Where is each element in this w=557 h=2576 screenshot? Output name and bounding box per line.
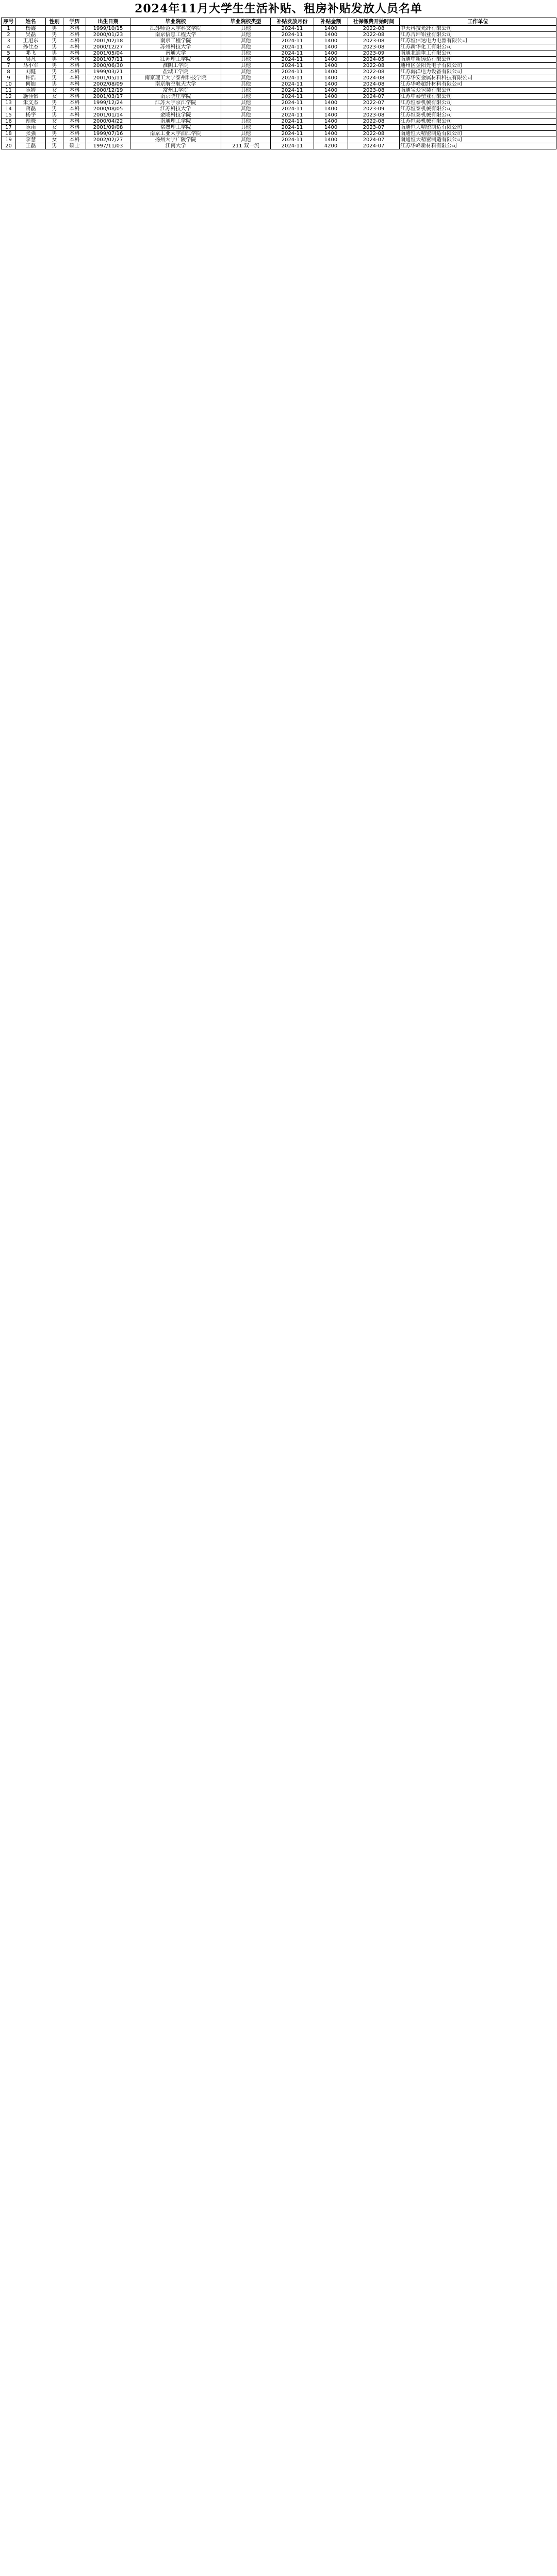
cell-employer: 江苏恒泰机械有限公司 xyxy=(400,100,556,106)
cell-employer: 江苏恒泰机械有限公司 xyxy=(400,119,556,125)
cell-gender: 男 xyxy=(46,57,63,63)
cell-school-type: 其他 xyxy=(221,26,271,32)
cell-seq: 10 xyxy=(2,81,16,88)
cell-degree: 本科 xyxy=(63,44,86,50)
cell-subsidy-month: 2024-11 xyxy=(271,38,314,44)
cell-subsidy-month: 2024-11 xyxy=(271,26,314,32)
cell-school-type: 其他 xyxy=(221,94,271,100)
cell-employer: 江苏华安金属材料科技有限公司 xyxy=(400,75,556,81)
cell-school-type: 其他 xyxy=(221,106,271,112)
table-row xyxy=(2,106,556,112)
cell-amount: 1400 xyxy=(314,106,348,112)
cell-degree: 本科 xyxy=(63,94,86,100)
cell-gender: 女 xyxy=(46,94,63,100)
cell-subsidy-month: 2024-11 xyxy=(271,63,314,69)
cell-birth: 1999/10/15 xyxy=(86,26,130,32)
cell-degree: 本科 xyxy=(63,106,86,112)
cell-school: 江苏科技大学 xyxy=(130,106,221,112)
cell-name: 陈婷 xyxy=(16,88,46,94)
cell-school: 盐城工学院 xyxy=(130,69,221,75)
cell-name: 陈雨 xyxy=(16,125,46,131)
cell-name: 朱文杰 xyxy=(16,100,46,106)
cell-gender: 男 xyxy=(46,81,63,88)
cell-birth: 2001/07/11 xyxy=(86,57,130,63)
table-row xyxy=(2,143,556,149)
table-row xyxy=(2,50,556,57)
table-row xyxy=(2,32,556,38)
cell-insurance-start: 2024-08 xyxy=(348,81,400,88)
cell-gender: 男 xyxy=(46,75,63,81)
cell-subsidy-month: 2024-11 xyxy=(271,131,314,137)
cell-insurance-start: 2022-07 xyxy=(348,100,400,106)
cell-school: 苏州科技大学 xyxy=(130,44,221,50)
cell-amount: 1400 xyxy=(314,94,348,100)
cell-birth: 1997/11/03 xyxy=(86,143,130,149)
cell-name: 吴凡 xyxy=(16,57,46,63)
cell-birth: 2000/01/23 xyxy=(86,32,130,38)
cell-birth: 1999/12/24 xyxy=(86,100,130,106)
column-header-name: 姓名 xyxy=(16,18,46,26)
cell-subsidy-month: 2024-11 xyxy=(271,50,314,57)
cell-seq: 1 xyxy=(2,26,16,32)
cell-school-type: 其他 xyxy=(221,100,271,106)
cell-employer: 江苏吉坤铝业有限公司 xyxy=(400,32,556,38)
cell-employer: 南通宝众包装有限公司 xyxy=(400,88,556,94)
cell-gender: 女 xyxy=(46,125,63,131)
cell-subsidy-month: 2024-11 xyxy=(271,137,314,143)
cell-amount: 1400 xyxy=(314,63,348,69)
cell-birth: 2001/05/11 xyxy=(86,75,130,81)
cell-gender: 男 xyxy=(46,63,63,69)
cell-school-type: 其他 xyxy=(221,81,271,88)
table-row xyxy=(2,112,556,119)
cell-insurance-start: 2023-08 xyxy=(348,38,400,44)
cell-employer: 江苏新华化工有限公司 xyxy=(400,44,556,50)
cell-employer: 南通中新铸造有限公司 xyxy=(400,57,556,63)
cell-school: 南通理工学院 xyxy=(130,119,221,125)
cell-amount: 1400 xyxy=(314,26,348,32)
cell-employer: 江苏恒泰机械有限公司 xyxy=(400,112,556,119)
cell-school-type: 其他 xyxy=(221,125,271,131)
cell-gender: 男 xyxy=(46,112,63,119)
cell-school-type: 其他 xyxy=(221,57,271,63)
cell-school: 常熟理工学院 xyxy=(130,125,221,131)
table-row xyxy=(2,69,556,75)
cell-gender: 男 xyxy=(46,38,63,44)
cell-birth: 2001/09/08 xyxy=(86,125,130,131)
cell-insurance-start: 2023-08 xyxy=(348,44,400,50)
cell-employer: 南通北通重工有限公司 xyxy=(400,50,556,57)
cell-school-type: 其他 xyxy=(221,88,271,94)
cell-insurance-start: 2024-08 xyxy=(348,75,400,81)
cell-birth: 2001/05/04 xyxy=(86,50,130,57)
cell-degree: 本科 xyxy=(63,125,86,131)
cell-gender: 男 xyxy=(46,44,63,50)
cell-employer: 南通恒大精密制造有限公司 xyxy=(400,137,556,143)
column-header-school: 毕业院校 xyxy=(130,18,221,26)
column-header-gender: 性别 xyxy=(46,18,63,26)
cell-degree: 本科 xyxy=(63,32,86,38)
table-row xyxy=(2,38,556,44)
cell-insurance-start: 2023-08 xyxy=(348,88,400,94)
cell-employer: 江苏恒信达电力电器有限公司 xyxy=(400,38,556,44)
cell-school-type: 其他 xyxy=(221,50,271,57)
cell-subsidy-month: 2024-11 xyxy=(271,106,314,112)
cell-amount: 1400 xyxy=(314,88,348,94)
cell-birth: 2000/12/19 xyxy=(86,88,130,94)
cell-degree: 本科 xyxy=(63,88,86,94)
cell-degree: 本科 xyxy=(63,100,86,106)
cell-subsidy-month: 2024-11 xyxy=(271,125,314,131)
cell-name: 王旭东 xyxy=(16,38,46,44)
table-row xyxy=(2,119,556,125)
cell-school-type: 其他 xyxy=(221,119,271,125)
cell-school: 江苏大学京江学院 xyxy=(130,100,221,106)
cell-seq: 15 xyxy=(2,112,16,119)
cell-name: 李慧 xyxy=(16,137,46,143)
cell-subsidy-month: 2024-11 xyxy=(271,88,314,94)
cell-school-type: 211 双一流 xyxy=(221,143,271,149)
cell-subsidy-month: 2024-11 xyxy=(271,112,314,119)
cell-insurance-start: 2024-07 xyxy=(348,94,400,100)
cell-insurance-start: 2024-05 xyxy=(348,57,400,63)
cell-birth: 1999/07/16 xyxy=(86,131,130,137)
cell-name: 王磊 xyxy=(16,143,46,149)
cell-degree: 本科 xyxy=(63,75,86,81)
cell-school-type: 其他 xyxy=(221,131,271,137)
cell-school-type: 其他 xyxy=(221,32,271,38)
cell-seq: 11 xyxy=(2,88,16,94)
cell-subsidy-month: 2024-11 xyxy=(271,143,314,149)
cell-school: 南通大学 xyxy=(130,50,221,57)
table-row xyxy=(2,131,556,137)
cell-gender: 男 xyxy=(46,143,63,149)
table-row xyxy=(2,137,556,143)
cell-name: 刘健 xyxy=(16,69,46,75)
cell-school: 淮阴工学院 xyxy=(130,63,221,69)
cell-subsidy-month: 2024-11 xyxy=(271,32,314,38)
cell-school-type: 其他 xyxy=(221,137,271,143)
column-header-degree: 学历 xyxy=(63,18,86,26)
cell-school: 金陵科技学院 xyxy=(130,112,221,119)
table-row xyxy=(2,94,556,100)
cell-employer: 江苏海洋电力设备有限公司 xyxy=(400,69,556,75)
table-row xyxy=(2,100,556,106)
cell-name: 何迪 xyxy=(16,81,46,88)
cell-school: 常州工学院 xyxy=(130,88,221,94)
cell-amount: 1400 xyxy=(314,57,348,63)
cell-amount: 1400 xyxy=(314,119,348,125)
cell-insurance-start: 2023-08 xyxy=(348,112,400,119)
cell-degree: 本科 xyxy=(63,63,86,69)
column-header-school-type: 毕业院校类型 xyxy=(221,18,271,26)
cell-school-type: 其他 xyxy=(221,112,271,119)
cell-school: 南京航空航天大学 xyxy=(130,81,221,88)
cell-degree: 本科 xyxy=(63,112,86,119)
cell-employer: 中天科技光纤有限公司 xyxy=(400,26,556,32)
cell-birth: 2001/01/14 xyxy=(86,112,130,119)
cell-gender: 男 xyxy=(46,50,63,57)
cell-name: 杨宇 xyxy=(16,112,46,119)
cell-birth: 2002/08/09 xyxy=(86,81,130,88)
cell-seq: 12 xyxy=(2,94,16,100)
cell-employer: 南通恒大精密制造有限公司 xyxy=(400,125,556,131)
cell-birth: 2001/03/17 xyxy=(86,94,130,100)
cell-employer: 通州区金阳光电子有限公司 xyxy=(400,63,556,69)
cell-insurance-start: 2023-09 xyxy=(348,106,400,112)
column-header-insurance-start: 社保缴费开始时间 xyxy=(348,18,400,26)
cell-seq: 2 xyxy=(2,32,16,38)
table-header-row xyxy=(2,18,556,26)
cell-name: 施佳怡 xyxy=(16,94,46,100)
subsidy-roster-table xyxy=(1,18,556,149)
cell-school: 南京信息工程大学 xyxy=(130,32,221,38)
cell-name: 吴磊 xyxy=(16,32,46,38)
cell-birth: 2000/12/27 xyxy=(86,44,130,50)
cell-amount: 1400 xyxy=(314,32,348,38)
cell-school: 南京晓庄学院 xyxy=(130,94,221,100)
cell-name: 张强 xyxy=(16,131,46,137)
cell-amount: 1400 xyxy=(314,112,348,119)
cell-gender: 女 xyxy=(46,119,63,125)
cell-subsidy-month: 2024-11 xyxy=(271,75,314,81)
cell-school: 南京工业大学浦江学院 xyxy=(130,131,221,137)
cell-subsidy-month: 2024-11 xyxy=(271,119,314,125)
cell-gender: 男 xyxy=(46,69,63,75)
cell-insurance-start: 2022-08 xyxy=(348,119,400,125)
cell-degree: 本科 xyxy=(63,50,86,57)
cell-seq: 7 xyxy=(2,63,16,69)
table-row xyxy=(2,44,556,50)
cell-insurance-start: 2022-08 xyxy=(348,26,400,32)
table-row xyxy=(2,88,556,94)
cell-name: 许浩 xyxy=(16,75,46,81)
cell-amount: 1400 xyxy=(314,137,348,143)
cell-gender: 女 xyxy=(46,137,63,143)
cell-degree: 本科 xyxy=(63,137,86,143)
cell-gender: 男 xyxy=(46,32,63,38)
table-row xyxy=(2,57,556,63)
cell-birth: 2000/06/30 xyxy=(86,63,130,69)
cell-amount: 1400 xyxy=(314,50,348,57)
cell-insurance-start: 2024-07 xyxy=(348,137,400,143)
cell-seq: 4 xyxy=(2,44,16,50)
cell-amount: 1400 xyxy=(314,44,348,50)
cell-school: 江苏师范大学科文学院 xyxy=(130,26,221,32)
cell-degree: 本科 xyxy=(63,38,86,44)
cell-gender: 男 xyxy=(46,100,63,106)
cell-amount: 1400 xyxy=(314,69,348,75)
cell-seq: 20 xyxy=(2,143,16,149)
cell-school-type: 其他 xyxy=(221,44,271,50)
cell-gender: 女 xyxy=(46,88,63,94)
cell-amount: 1400 xyxy=(314,100,348,106)
cell-name: 顾晓 xyxy=(16,119,46,125)
cell-birth: 2000/08/05 xyxy=(86,106,130,112)
cell-seq: 16 xyxy=(2,119,16,125)
cell-subsidy-month: 2024-11 xyxy=(271,69,314,75)
cell-school-type: 其他 xyxy=(221,75,271,81)
cell-seq: 13 xyxy=(2,100,16,106)
cell-amount: 1400 xyxy=(314,38,348,44)
cell-seq: 3 xyxy=(2,38,16,44)
cell-gender: 男 xyxy=(46,106,63,112)
cell-degree: 硕士 xyxy=(63,143,86,149)
cell-insurance-start: 2022-08 xyxy=(348,69,400,75)
column-header-birth: 出生日期 xyxy=(86,18,130,26)
cell-degree: 本科 xyxy=(63,57,86,63)
cell-name: 蒋磊 xyxy=(16,106,46,112)
column-header-amount: 补贴金额 xyxy=(314,18,348,26)
cell-birth: 1999/03/21 xyxy=(86,69,130,75)
cell-insurance-start: 2023-09 xyxy=(348,50,400,57)
cell-seq: 6 xyxy=(2,57,16,63)
cell-amount: 4200 xyxy=(314,143,348,149)
cell-subsidy-month: 2024-11 xyxy=(271,44,314,50)
cell-seq: 17 xyxy=(2,125,16,131)
cell-amount: 1400 xyxy=(314,131,348,137)
cell-school: 扬州大学广陵学院 xyxy=(130,137,221,143)
cell-name: 马小军 xyxy=(16,63,46,69)
cell-degree: 本科 xyxy=(63,26,86,32)
table-row xyxy=(2,81,556,88)
cell-gender: 男 xyxy=(46,131,63,137)
cell-employer: 江苏华峰新材料有限公司 xyxy=(400,143,556,149)
cell-name: 孙仕杰 xyxy=(16,44,46,50)
cell-name: 杨鑫 xyxy=(16,26,46,32)
cell-name: 邓飞 xyxy=(16,50,46,57)
cell-subsidy-month: 2024-11 xyxy=(271,94,314,100)
cell-amount: 1400 xyxy=(314,81,348,88)
page-title: 2024年11月大学生生活补贴、租房补贴发放人员名单 xyxy=(135,2,422,15)
cell-school: 江苏理工学院 xyxy=(130,57,221,63)
cell-seq: 19 xyxy=(2,137,16,143)
cell-degree: 本科 xyxy=(63,119,86,125)
cell-degree: 本科 xyxy=(63,81,86,88)
table-row xyxy=(2,125,556,131)
cell-subsidy-month: 2024-11 xyxy=(271,81,314,88)
cell-seq: 18 xyxy=(2,131,16,137)
cell-birth: 2002/02/27 xyxy=(86,137,130,143)
cell-school: 南京工程学院 xyxy=(130,38,221,44)
cell-insurance-start: 2022-08 xyxy=(348,32,400,38)
cell-insurance-start: 2023-07 xyxy=(348,125,400,131)
column-header-seq: 序号 xyxy=(2,18,16,26)
cell-birth: 2000/04/22 xyxy=(86,119,130,125)
cell-school-type: 其他 xyxy=(221,63,271,69)
cell-seq: 14 xyxy=(2,106,16,112)
cell-employer: 南通恒大精密制造有限公司 xyxy=(400,131,556,137)
cell-seq: 8 xyxy=(2,69,16,75)
cell-employer: 江苏华峰超纤材料有限公司 xyxy=(400,81,556,88)
cell-seq: 9 xyxy=(2,75,16,81)
cell-employer: 江苏中泰塑业有限公司 xyxy=(400,94,556,100)
table-row xyxy=(2,26,556,32)
cell-degree: 本科 xyxy=(63,131,86,137)
cell-insurance-start: 2022-08 xyxy=(348,131,400,137)
cell-amount: 1400 xyxy=(314,125,348,131)
cell-school-type: 其他 xyxy=(221,69,271,75)
cell-subsidy-month: 2024-11 xyxy=(271,100,314,106)
cell-insurance-start: 2024-07 xyxy=(348,143,400,149)
cell-school-type: 其他 xyxy=(221,38,271,44)
cell-insurance-start: 2022-08 xyxy=(348,63,400,69)
cell-subsidy-month: 2024-11 xyxy=(271,57,314,63)
cell-employer: 江苏恒泰机械有限公司 xyxy=(400,106,556,112)
cell-degree: 本科 xyxy=(63,69,86,75)
cell-amount: 1400 xyxy=(314,75,348,81)
cell-school: 南京理工大学泰州科技学院 xyxy=(130,75,221,81)
cell-birth: 2001/02/18 xyxy=(86,38,130,44)
column-header-employer: 工作单位 xyxy=(400,18,556,26)
column-header-subsidy-month: 补贴发放月份 xyxy=(271,18,314,26)
cell-seq: 5 xyxy=(2,50,16,57)
cell-school: 江南大学 xyxy=(130,143,221,149)
table-row xyxy=(2,63,556,69)
table-row xyxy=(2,75,556,81)
cell-gender: 男 xyxy=(46,26,63,32)
